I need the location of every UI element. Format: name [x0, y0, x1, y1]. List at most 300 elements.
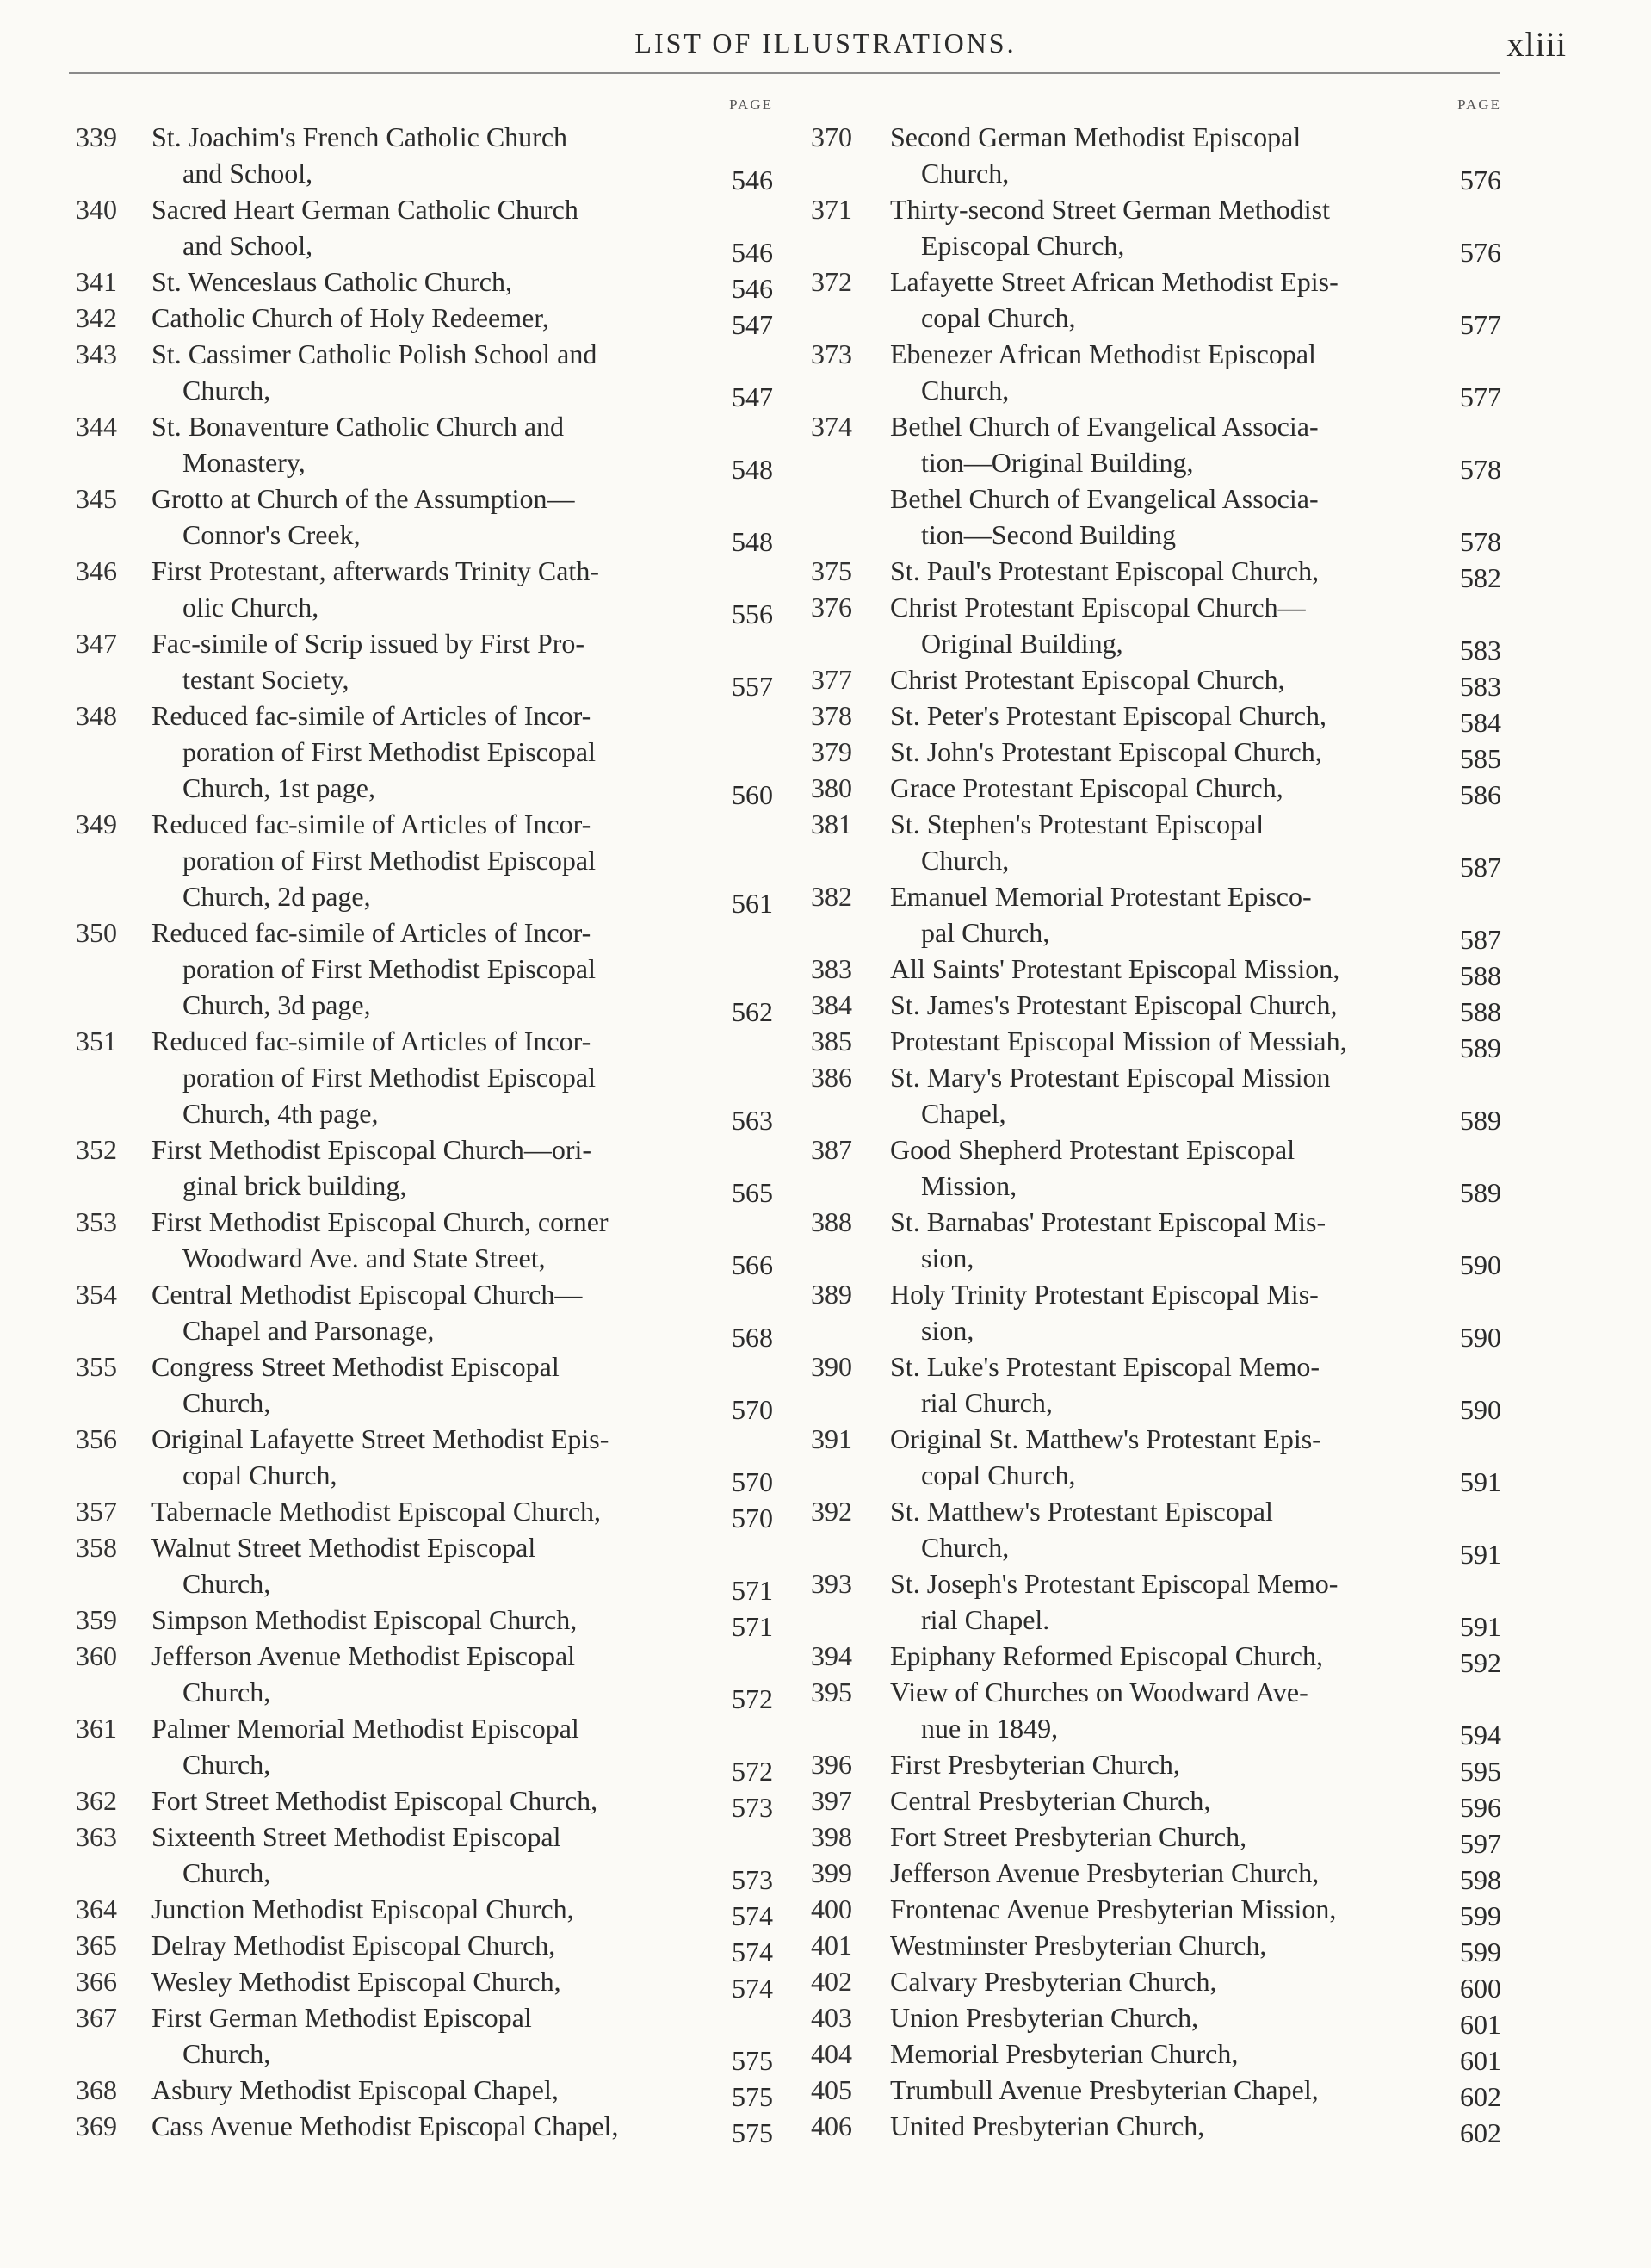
illustration-title: nue in 1849, [921, 1713, 1059, 1744]
page-reference: 590 [1460, 1249, 1501, 1280]
illustration-title: Connor's Creek, [182, 519, 361, 550]
illustration-entry [811, 1131, 1505, 1208]
illustration-entry [811, 1782, 1505, 1823]
page-reference: 599 [1460, 1936, 1501, 1967]
entry-line [76, 914, 778, 951]
entry-line [76, 191, 778, 227]
illustration-entry [811, 878, 1505, 955]
page-reference: 598 [1460, 1864, 1501, 1895]
entry-line [76, 1963, 778, 2004]
illustration-entry [811, 1565, 1505, 1642]
illustration-number: 364 [76, 1893, 117, 1924]
illustration-title: St. Barnabas' Protestant Episcopal Mis- [890, 1206, 1326, 1237]
illustration-title: Reduced fac-simile of Articles of Incor- [151, 700, 591, 731]
entry-line [811, 1710, 1505, 1751]
illustration-number: 381 [811, 809, 852, 840]
page-reference: 546 [732, 273, 773, 304]
illustration-number: 363 [76, 1821, 117, 1852]
illustration-title: Fort Street Methodist Episcopal Church, [151, 1785, 598, 1816]
illustration-title: Tabernacle Methodist Episcopal Church, [151, 1496, 602, 1527]
illustration-entry [811, 1819, 1505, 1859]
illustration-entry [811, 2072, 1505, 2112]
illustration-number: 371 [811, 194, 852, 225]
illustration-title: First German Methodist Episcopal [151, 2002, 532, 2033]
illustration-entry [76, 1891, 778, 1931]
entry-line [76, 336, 778, 372]
illustration-entry [811, 191, 1505, 268]
illustration-number: 386 [811, 1062, 852, 1093]
illustration-entry [811, 2108, 1505, 2148]
illustration-title: Sixteenth Street Methodist Episcopal [151, 1821, 561, 1852]
illustration-entry [811, 1023, 1505, 1063]
illustration-number: 360 [76, 1640, 117, 1671]
illustration-entry [76, 1710, 778, 1787]
page-reference: 600 [1460, 1973, 1501, 2004]
illustration-number: 405 [811, 2074, 852, 2105]
page-reference: 575 [732, 2045, 773, 2076]
illustration-number: 347 [76, 628, 117, 659]
illustration-entry [811, 119, 1505, 195]
entry-line [811, 2108, 1505, 2148]
entry-line [811, 517, 1505, 557]
entry-line [76, 1855, 778, 1895]
illustration-number: 366 [76, 1966, 117, 1997]
entry-line [76, 1891, 778, 1931]
entry-line [76, 1782, 778, 1823]
illustration-number: 394 [811, 1640, 852, 1671]
illustration-entry [811, 770, 1505, 810]
illustration-title: Christ Protestant Episcopal Church— [890, 592, 1306, 623]
illustration-title: Church, [182, 1676, 271, 1707]
entry-line [76, 806, 778, 842]
illustration-title: pal Church, [921, 917, 1050, 948]
illustration-title: Chapel, [921, 1098, 1006, 1129]
entry-line [811, 1023, 1505, 1063]
entry-line [811, 1638, 1505, 1678]
illustration-number: 403 [811, 2002, 852, 2033]
illustration-entry [811, 1493, 1505, 1570]
illustration-title: Christ Protestant Episcopal Church, [890, 664, 1285, 695]
page-reference: 599 [1460, 1900, 1501, 1931]
illustration-entry [76, 1782, 778, 1823]
illustration-title: and School, [182, 158, 313, 189]
page-header [69, 24, 1582, 65]
entry-line [76, 480, 778, 517]
illustration-entry [811, 661, 1505, 702]
illustration-title: Church, [182, 2038, 271, 2069]
illustration-title: Mission, [921, 1170, 1017, 1201]
illustration-entry [811, 951, 1505, 991]
illustration-title: St. Paul's Protestant Episcopal Church, [890, 555, 1320, 586]
illustration-entry [76, 806, 778, 919]
illustration-entry [76, 697, 778, 810]
illustration-title: poration of First Methodist Episcopal [182, 953, 596, 984]
page-reference: 547 [732, 381, 773, 412]
illustration-title: Thirty-second Street German Methodist [890, 194, 1330, 225]
illustration-entry [76, 1421, 778, 1497]
illustration-number: 353 [76, 1206, 117, 1237]
entry-line [811, 842, 1505, 883]
page-reference: 601 [1460, 2045, 1501, 2076]
page-reference: 570 [732, 1466, 773, 1497]
entry-line [76, 951, 778, 987]
illustration-title: United Presbyterian Church, [890, 2110, 1205, 2141]
illustration-title: Church, [182, 1749, 271, 1780]
illustration-title: Emanuel Memorial Protestant Episco- [890, 881, 1312, 912]
illustration-title: Second German Methodist Episcopal [890, 121, 1302, 152]
illustration-entry [76, 1819, 778, 1895]
illustration-title: St. Bonaventure Catholic Church and [151, 411, 565, 442]
entry-line [76, 517, 778, 557]
page-reference: 584 [1460, 707, 1501, 738]
illustration-title: St. Cassimer Catholic Polish School and [151, 338, 597, 369]
page-number: xliii [1506, 25, 1567, 64]
illustration-number: 341 [76, 266, 117, 297]
illustration-entry [76, 553, 778, 629]
page-column-label: PAGE [1457, 96, 1501, 113]
illustration-number: 374 [811, 411, 852, 442]
illustration-title: Church, 2d page, [182, 881, 371, 912]
page-reference: 574 [732, 1900, 773, 1931]
illustration-number: 343 [76, 338, 117, 369]
illustration-entry [811, 589, 1505, 666]
entry-line [76, 408, 778, 444]
illustration-title: Church, [182, 1387, 271, 1418]
illustration-title: Central Methodist Episcopal Church— [151, 1279, 583, 1310]
illustration-number: 380 [811, 772, 852, 803]
illustration-entry [811, 1746, 1505, 1787]
illustration-entry [76, 1963, 778, 2004]
illustration-entry [811, 408, 1505, 485]
page-reference: 557 [732, 671, 773, 702]
page-reference: 570 [732, 1394, 773, 1425]
page-reference: 583 [1460, 671, 1501, 702]
illustration-entry [811, 1927, 1505, 1967]
illustration-entry [76, 1348, 778, 1425]
illustration-number: 391 [811, 1423, 852, 1454]
illustration-entry [811, 1204, 1505, 1280]
entry-line [76, 372, 778, 412]
page-reference: 602 [1460, 2117, 1501, 2148]
illustration-number: 382 [811, 881, 852, 912]
entry-line [811, 2036, 1505, 2076]
illustration-title: Asbury Methodist Episcopal Chapel, [151, 2074, 559, 2105]
illustration-number: 397 [811, 1785, 852, 1816]
page-reference: 546 [732, 164, 773, 195]
illustration-entry [76, 1131, 778, 1208]
illustration-number: 344 [76, 411, 117, 442]
entry-line [811, 1855, 1505, 1895]
illustration-number: 358 [76, 1532, 117, 1563]
illustration-entry [811, 480, 1505, 557]
entry-line [811, 1204, 1505, 1240]
illustration-number: 342 [76, 302, 117, 333]
page-reference: 578 [1460, 454, 1501, 485]
entry-line [76, 263, 778, 304]
illustration-number: 355 [76, 1351, 117, 1382]
entry-line [811, 878, 1505, 914]
page-reference: 561 [732, 888, 773, 919]
page-reference: 577 [1460, 309, 1501, 340]
entry-line [811, 444, 1505, 485]
illustration-entry [76, 2108, 778, 2148]
illustration-title: St. John's Protestant Episcopal Church, [890, 736, 1322, 767]
entry-line [811, 1276, 1505, 1312]
illustration-title: Sacred Heart German Catholic Church [151, 194, 578, 225]
illustration-entry [76, 914, 778, 1027]
right-column [811, 96, 1505, 2148]
page-reference: 587 [1460, 852, 1501, 883]
illustration-title: ginal brick building, [182, 1170, 407, 1201]
entry-line [811, 2072, 1505, 2112]
page-reference: 591 [1460, 1539, 1501, 1570]
illustration-title: Church, [182, 1568, 271, 1599]
page-reference: 588 [1460, 996, 1501, 1027]
illustration-title: Jefferson Avenue Methodist Episcopal [151, 1640, 576, 1671]
illustration-number: 399 [811, 1857, 852, 1888]
illustration-title: Reduced fac-simile of Articles of Incor- [151, 917, 591, 948]
entry-line [76, 697, 778, 734]
page-reference: 590 [1460, 1394, 1501, 1425]
illustration-number: 383 [811, 953, 852, 984]
entry-line [811, 1059, 1505, 1095]
illustration-title: copal Church, [921, 1459, 1076, 1490]
entry-line [76, 1023, 778, 1059]
entry-line [811, 1095, 1505, 1136]
entry-line [811, 697, 1505, 738]
entry-line [811, 770, 1505, 810]
page-reference: 572 [732, 1683, 773, 1714]
page-reference: 591 [1460, 1466, 1501, 1497]
page-reference: 591 [1460, 1611, 1501, 1642]
entry-line [811, 119, 1505, 155]
entry-line [811, 1348, 1505, 1385]
entry-line [811, 1457, 1505, 1497]
illustration-number: 389 [811, 1279, 852, 1310]
page-reference: 577 [1460, 381, 1501, 412]
illustration-entry [811, 987, 1505, 1027]
illustration-number: 373 [811, 338, 852, 369]
entry-line [76, 119, 778, 155]
entry-line [76, 1565, 778, 1606]
illustration-entry [811, 1855, 1505, 1895]
entry-line [76, 1746, 778, 1787]
entry-line [811, 155, 1505, 195]
entry-line [811, 1131, 1505, 1168]
entry-line [76, 1131, 778, 1168]
entry-line [811, 734, 1505, 774]
entry-line [76, 2036, 778, 2076]
illustration-title: St. Mary's Protestant Episcopal Mission [890, 1062, 1331, 1093]
illustration-number: 349 [76, 809, 117, 840]
entry-line [811, 589, 1505, 625]
illustration-entry [811, 1963, 1505, 2004]
entry-line [76, 1276, 778, 1312]
illustration-number: 356 [76, 1423, 117, 1454]
illustration-title: Ebenezer African Methodist Episcopal [890, 338, 1316, 369]
entry-line [76, 1529, 778, 1565]
page-reference: 548 [732, 526, 773, 557]
illustration-title: copal Church, [182, 1459, 337, 1490]
illustration-number: 388 [811, 1206, 852, 1237]
entry-line [76, 842, 778, 878]
illustration-entry [76, 1927, 778, 1967]
illustration-entry [76, 191, 778, 268]
illustration-number: 404 [811, 2038, 852, 2069]
entry-line [811, 661, 1505, 702]
page-reference: 589 [1460, 1032, 1501, 1063]
illustration-title: Grotto at Church of the Assumption— [151, 483, 575, 514]
entry-line [76, 1710, 778, 1746]
page-reference: 574 [732, 1936, 773, 1967]
illustration-title: Church, [921, 1532, 1010, 1563]
entry-line [811, 1385, 1505, 1425]
illustration-number: 361 [76, 1713, 117, 1744]
illustration-entry [76, 336, 778, 412]
illustration-title: Frontenac Avenue Presbyterian Mission, [890, 1893, 1337, 1924]
entry-line [811, 1674, 1505, 1710]
illustration-entry [76, 1602, 778, 1642]
illustration-title: Chapel and Parsonage, [182, 1315, 435, 1346]
illustration-title: St. Luke's Protestant Episcopal Memo- [890, 1351, 1320, 1382]
entry-line [811, 1421, 1505, 1457]
entry-line [76, 1095, 778, 1136]
illustration-number: 395 [811, 1676, 852, 1707]
entry-line [76, 1312, 778, 1353]
illustration-title: copal Church, [921, 302, 1076, 333]
page-reference: 568 [732, 1322, 773, 1353]
illustration-title: Church, [921, 375, 1010, 406]
illustration-title: Trumbull Avenue Presbyterian Chapel, [890, 2074, 1319, 2105]
entry-line [76, 1493, 778, 1534]
illustration-title: Reduced fac-simile of Articles of Incor- [151, 1026, 591, 1057]
page-reference: 570 [732, 1503, 773, 1534]
page-reference: 572 [732, 1756, 773, 1787]
entry-line [811, 1312, 1505, 1353]
entry-line [76, 2108, 778, 2148]
illustration-title: tion—Second Building [921, 519, 1176, 550]
illustration-number: 390 [811, 1351, 852, 1382]
entry-line [811, 191, 1505, 227]
page-reference: 548 [732, 454, 773, 485]
entry-line [811, 806, 1505, 842]
illustration-title: Church, [182, 1857, 271, 1888]
illustration-title: Episcopal Church, [921, 230, 1125, 261]
page-reference: 576 [1460, 164, 1501, 195]
illustration-title: Junction Methodist Episcopal Church, [151, 1893, 574, 1924]
illustration-title: Church, [182, 375, 271, 406]
illustration-number: 351 [76, 1026, 117, 1057]
entry-line [76, 1602, 778, 1642]
entry-line [76, 444, 778, 485]
illustration-entry [811, 1891, 1505, 1931]
illustration-title: St. Wenceslaus Catholic Church, [151, 266, 512, 297]
illustration-number: 370 [811, 121, 852, 152]
entry-line [811, 300, 1505, 340]
entry-line [76, 1674, 778, 1714]
page-reference: 588 [1460, 960, 1501, 991]
page-reference: 595 [1460, 1756, 1501, 1787]
entry-line [76, 1819, 778, 1855]
page-reference: 560 [732, 779, 773, 810]
illustration-entry [76, 1493, 778, 1534]
illustration-title: Protestant Episcopal Mission of Messiah, [890, 1026, 1347, 1057]
illustration-title: Original Lafayette Street Methodist Epis- [151, 1423, 609, 1454]
illustration-title: testant Society, [182, 664, 349, 695]
page-reference: 601 [1460, 2009, 1501, 2040]
page-reference: 587 [1460, 924, 1501, 955]
entry-line [76, 1204, 778, 1240]
illustration-title: Good Shepherd Protestant Episcopal [890, 1134, 1295, 1165]
illustration-title: First Methodist Episcopal Church, corner [151, 1206, 609, 1237]
page-reference: 573 [732, 1792, 773, 1823]
illustration-entry [811, 1674, 1505, 1751]
illustration-title: St. Peter's Protestant Episcopal Church, [890, 700, 1327, 731]
illustration-title: olic Church, [182, 592, 319, 623]
illustration-title: Bethel Church of Evangelical Associa- [890, 411, 1319, 442]
illustration-title: sion, [921, 1315, 974, 1346]
illustration-entry [811, 2036, 1505, 2076]
page-reference: 563 [732, 1105, 773, 1136]
entry-line [811, 553, 1505, 593]
page-reference: 602 [1460, 2081, 1501, 2112]
illustration-title: Walnut Street Methodist Episcopal [151, 1532, 536, 1563]
illustration-title: St. Stephen's Protestant Episcopal [890, 809, 1265, 840]
illustration-title: St. Joseph's Protestant Episcopal Memo- [890, 1568, 1339, 1599]
illustration-entry [76, 2072, 778, 2112]
illustration-entry [76, 408, 778, 485]
illustration-number: 398 [811, 1821, 852, 1852]
illustration-entry [76, 1529, 778, 1606]
illustration-title: Catholic Church of Holy Redeemer, [151, 302, 549, 333]
page-reference: 562 [732, 996, 773, 1027]
illustration-entry [811, 1276, 1505, 1353]
illustration-entry [811, 806, 1505, 883]
illustration-number: 350 [76, 917, 117, 948]
illustration-title: Jefferson Avenue Presbyterian Church, [890, 1857, 1320, 1888]
illustration-entry [811, 697, 1505, 738]
entry-line [811, 227, 1505, 268]
illustration-title: All Saints' Protestant Episcopal Mission, [890, 953, 1340, 984]
illustration-title: Delray Methodist Episcopal Church, [151, 1930, 556, 1961]
illustration-entry [811, 1348, 1505, 1425]
illustration-entry [76, 480, 778, 557]
illustration-entry [811, 1638, 1505, 1678]
entry-line [76, 1385, 778, 1425]
illustration-title: Simpson Methodist Episcopal Church, [151, 1604, 578, 1635]
illustration-number: 392 [811, 1496, 852, 1527]
illustration-title: First Protestant, afterwards Trinity Cath- [151, 555, 599, 586]
page-reference: 583 [1460, 635, 1501, 666]
illustration-title: Westminster Presbyterian Church, [890, 1930, 1267, 1961]
illustration-title: Church, 1st page, [182, 772, 375, 803]
illustration-number: 384 [811, 989, 852, 1020]
entry-line [811, 480, 1505, 517]
illustration-entry [811, 1421, 1505, 1497]
illustration-title: and School, [182, 230, 313, 261]
illustration-title: Lafayette Street African Methodist Epis- [890, 266, 1339, 297]
entry-line [811, 372, 1505, 412]
illustration-number: 378 [811, 700, 852, 731]
page-reference: 571 [732, 1611, 773, 1642]
illustration-entry [76, 1023, 778, 1136]
illustration-title: First Methodist Episcopal Church—ori- [151, 1134, 592, 1165]
illustration-title: rial Church, [921, 1387, 1053, 1418]
entry-line [76, 1638, 778, 1674]
illustration-number: 357 [76, 1496, 117, 1527]
page-reference: 582 [1460, 562, 1501, 593]
illustration-title: Church, [921, 158, 1010, 189]
